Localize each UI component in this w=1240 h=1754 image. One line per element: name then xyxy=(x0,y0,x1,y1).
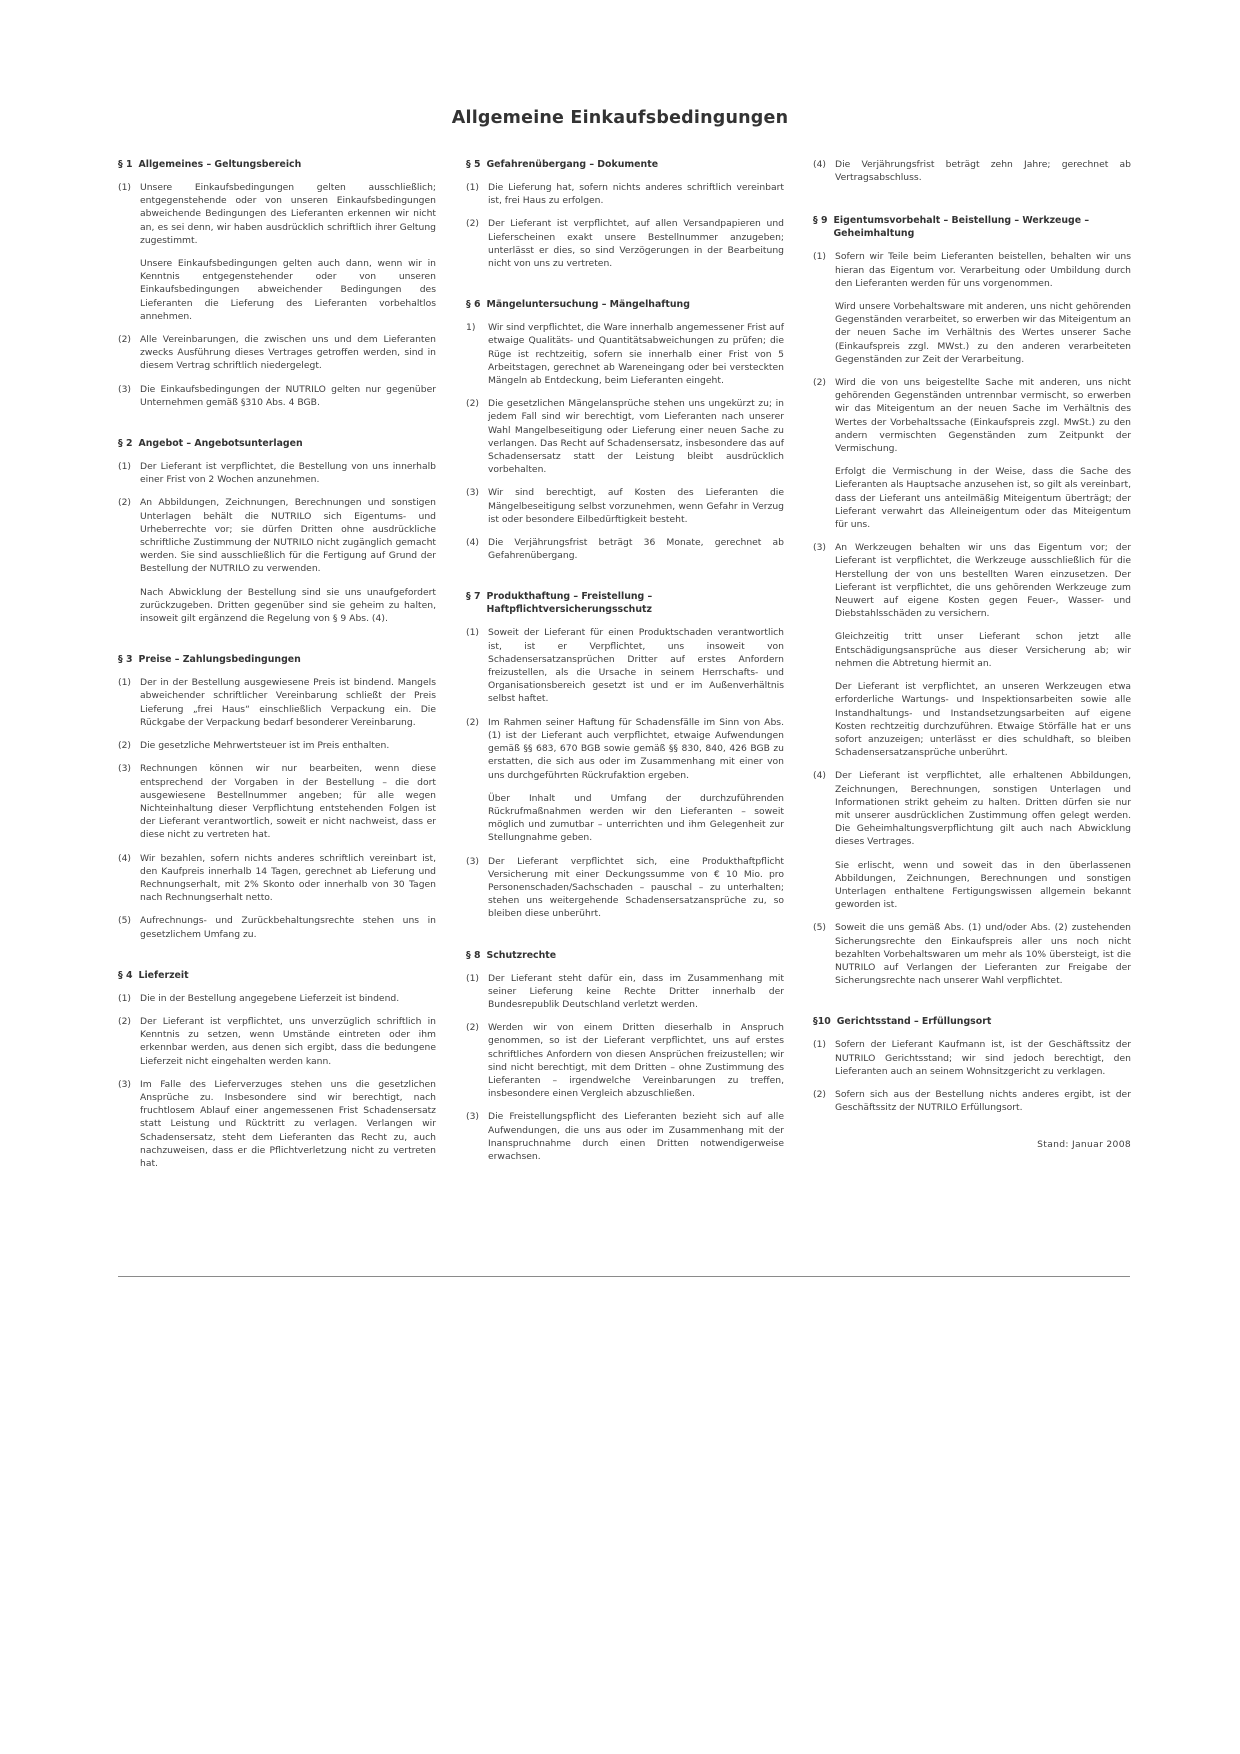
clause-paragraph xyxy=(118,496,436,575)
clause-text: Der Lieferant ist verpflichtet, uns unverzüglich schriftlich in Kenntnis zu setzen, wenn Umstände eintreten oder ihm erkennbar werden, aus denen sich ergibt, dass die bedungene Lieferzeit nicht eingehalten werden kann. xyxy=(140,1015,436,1067)
clause-number: (1) xyxy=(466,627,480,639)
clause-text: Im Rahmen seiner Haftung für Schadensfälle im Sinn von Abs. (1) ist der Lieferant auch verpflichtet, etwaige Aufwendungen gemäß §§ 683, 670 BGB sowie gemäß §§ 830, 840, 426 BGB zu erstatten, die sich aus oder im Zusammenhang mit einer von uns durchgeführten Rückrufaktion ergeben. xyxy=(488,716,784,781)
footer-divider xyxy=(118,1276,1130,1277)
column-1 xyxy=(118,158,436,1198)
clause-paragraph xyxy=(813,769,1131,848)
section-heading xyxy=(466,298,784,311)
clause-number: (2) xyxy=(466,716,480,728)
clause-text: Wird die von uns beigestellte Sache mit anderen, uns nicht gehörenden Gegenständen untrennbar vermischt, so erwerben wir das Miteigentum an der neuen Sache im Verhältnis des Wertes der Vorbehaltssache (Einkaufspreis zzgl. MwSt.) zu den andern vermischten Gegenständen zum Zeitpunkt der Vermischung. xyxy=(835,377,1131,455)
clause-number: (4) xyxy=(118,852,132,864)
clause-paragraph xyxy=(466,486,784,526)
section xyxy=(813,158,1131,184)
clause-paragraph xyxy=(813,630,1131,670)
section-title: Gerichtsstand – Erfüllungsort xyxy=(836,1016,992,1028)
section-title: Mängeluntersuchung – Mängelhaftung xyxy=(486,299,690,311)
clause-number: (3) xyxy=(466,1111,480,1123)
clause-paragraph xyxy=(118,586,436,626)
clause-paragraph xyxy=(118,914,436,940)
clause-text: Sofern der Lieferant Kaufmann ist, ist der Geschäftssitz der NUTRILO Gerichtsstand; wir sind jedoch berechtigt, den Lieferanten auch an seinem Wohnsitzgericht zu verklagen. xyxy=(835,1039,1131,1077)
clause-text: Über Inhalt und Umfang der durchzuführenden Rückrufmaßnahmen werden wir den Lieferanten – soweit möglich und zumutbar – unterrichten und ihm Gelegenheit zur Stellungnahme geben. xyxy=(488,792,784,844)
clause-text: Der Lieferant ist verpflichtet, die Bestellung von uns innerhalb einer Frist von 2 Wochen anzunehmen. xyxy=(140,461,436,486)
clause-text: Wir sind verpflichtet, die Ware innerhalb angemessener Frist auf etwaige Qualitäts- und Quantitätsabweichungen zu prüfen; die Rüge ist rechtzeitig, sofern sie innerhalb einer Frist von 5 Arbeitstagen, gerechnet ab Wareneingang oder bei versteckten Mängeln ab Entdeckung, beim Lieferanten eingeht. xyxy=(488,322,784,387)
section-title: Allgemeines – Geltungsbereich xyxy=(138,159,302,170)
clause-paragraph xyxy=(466,1110,784,1163)
clause-number: (2) xyxy=(813,1088,827,1100)
section-number: § 3 xyxy=(118,654,133,666)
section-number: §10 xyxy=(813,1016,831,1028)
clause-text: Wir sind berechtigt, auf Kosten des Lieferanten die Mängelbeseitigung selbst vorzunehmen, wenn Gefahr in Verzug ist oder besondere Eilbedürftigkeit besteht. xyxy=(488,487,784,525)
section-title: Gefahrenübergang – Dokumente xyxy=(486,159,659,170)
column-2 xyxy=(466,158,784,1191)
clause-number: (4) xyxy=(813,159,827,170)
clause-number: (2) xyxy=(466,1022,480,1034)
clause-number: (3) xyxy=(118,1078,132,1090)
clause-paragraph xyxy=(813,541,1131,620)
clause-number: (3) xyxy=(466,487,480,499)
section xyxy=(466,158,784,270)
clause-paragraph xyxy=(813,921,1131,987)
clause-number: (1) xyxy=(466,182,480,193)
clause-text: Rechnungen können wir nur bearbeiten, wenn diese entsprechend der Vorgaben in der Bestellung – die dort ausgewiesene Bestellnummer angeben; für alle wegen Nichteinhaltung dieser Verpflichtung entstehenden Folgen ist der Lieferant verantwortlich, soweit er nicht nachweist, dass er diese nicht zu vertreten hat. xyxy=(140,763,436,841)
clause-paragraph xyxy=(466,181,784,207)
clause-paragraph xyxy=(118,1078,436,1170)
clause-paragraph xyxy=(813,376,1131,455)
clause-number: (2) xyxy=(118,740,132,752)
clause-text: An Werkzeugen behalten wir uns das Eigentum vor; der Lieferant ist verpflichtet, die Werkzeuge ausschließlich für die Herstellung der von uns bestellten Waren einzusetzen. Der Lieferant ist verpflichtet, die uns gehörenden Werkzeuge zum Neuwert auf eigene Kosten gegen Feuer-, Wasser- und Diebstahlsschäden zu versichern. xyxy=(835,542,1131,620)
clause-text: Gleichzeitig tritt unser Lieferant schon jetzt alle Entschädigungsansprüche aus dieser Versicherung ab; wir nehmen die Abtretung hiermit an. xyxy=(835,631,1131,669)
clause-text: Die in der Bestellung angegebene Lieferzeit ist bindend. xyxy=(140,992,400,1004)
clause-text: Die Verjährungsfrist beträgt zehn Jahre; gerechnet ab Vertragsabschluss. xyxy=(835,159,1131,184)
page-title: Allgemeine Einkaufsbedingungen xyxy=(451,108,789,128)
clause-text: Die Freistellungspflicht des Lieferanten bezieht sich auf alle Aufwendungen, die uns aus oder im Zusammenhang mit der Inanspruchnahme durch einen Dritten notwendigerweise erwachsen. xyxy=(488,1111,784,1162)
clause-number: (2) xyxy=(466,218,480,230)
clause-paragraph xyxy=(813,465,1131,531)
clause-number: (1) xyxy=(118,461,132,473)
clause-number: (1) xyxy=(118,992,132,1004)
section-heading xyxy=(118,969,436,982)
clause-paragraph xyxy=(118,739,436,752)
clause-text: Soweit die uns gemäß Abs. (1) und/oder Abs. (2) zustehenden Sicherungsrechte den Einkaufspreis aller uns noch nicht bezahlten Vorbehaltswaren um mehr als 10% übersteigt, ist die NUTRILO auf Verlangen der Lieferanten zur Freigabe der Sicherungsrechte nach unserer Wahl verpflichtet. xyxy=(835,922,1131,987)
clause-number: (2) xyxy=(813,377,827,389)
section xyxy=(813,1015,1131,1114)
clause-paragraph xyxy=(466,397,784,476)
clause-number: (1) xyxy=(813,1039,827,1051)
section-heading xyxy=(118,158,436,171)
clause-number: (4) xyxy=(813,770,827,782)
revision-date: Stand: Januar 2008 xyxy=(1037,1139,1131,1151)
clause-paragraph xyxy=(813,300,1131,366)
clause-paragraph xyxy=(813,250,1131,290)
section-heading xyxy=(466,949,784,962)
clause-number: (2) xyxy=(118,1015,132,1027)
clause-text: Der Lieferant ist verpflichtet, alle erhaltenen Abbildungen, Zeichnungen, Berechnungen, sonstigen Unterlagen und Informationen strikt geheim zu halten. Dritten dürfen sie nur mit unserer ausdrücklichen Zustimmung offen gelegt werden. Die Geheimhaltungsverpflichtung gilt auch nach Abwicklung dieses Vertrages. xyxy=(835,770,1131,848)
clause-number: (2) xyxy=(118,334,132,346)
section-heading xyxy=(813,214,1131,240)
clause-paragraph xyxy=(466,626,784,705)
clause-number: (3) xyxy=(118,383,132,395)
clause-text: Unsere Einkaufsbedingungen gelten ausschließlich; entgegenstehende oder von unseren Einkaufsbedingungen abweichende Bedingungen des Lieferanten erkennen wir nicht an, es sei denn, wir haben ausdrücklich schriftlich ihrer Geltung zugestimmt. xyxy=(140,182,436,246)
clause-paragraph xyxy=(813,859,1131,912)
clause-text: Die Verjährungsfrist beträgt 36 Monate, gerechnet ab Gefahrenübergang. xyxy=(488,537,784,562)
clause-number: (2) xyxy=(466,398,480,410)
clause-text: Der Lieferant ist verpflichtet, auf allen Versandpapieren und Lieferscheinen exakt unsere Bestellnummer anzugeben; unterlässt er dies, so sind Verzögerungen in der Bearbeitung nicht von uns zu vertreten. xyxy=(488,218,784,270)
clause-number: (3) xyxy=(813,542,827,554)
section xyxy=(813,214,1131,987)
section-number: § 6 xyxy=(466,299,481,311)
clause-paragraph xyxy=(118,852,436,905)
section-number: § 2 xyxy=(118,438,133,450)
section-title: Schutzrechte xyxy=(486,949,557,961)
clause-text: Nach Abwicklung der Bestellung sind sie uns unaufgefordert zurückzugeben. Dritten gegenüber sind sie geheim zu halten, insoweit gilt ergänzend die Regelung von § 9 Abs. (4). xyxy=(140,586,436,625)
clause-number: (3) xyxy=(466,855,480,867)
clause-paragraph xyxy=(466,855,784,921)
clause-paragraph xyxy=(466,1021,784,1100)
clause-paragraph xyxy=(118,762,436,841)
clause-text: An Abbildungen, Zeichnungen, Berechnungen und sonstigen Unterlagen behält die NUTRILO sich Eigentums- und Urheberrechte vor; sie dürfen Dritten ohne ausdrückliche schriftliche Zustimmung der NUTRILO nicht zugänglich gemacht werden. Sie sind ausschließlich für die Fertigung auf Grund der Bestellung der NUTRILO zu verwenden. xyxy=(140,497,436,575)
clause-number: (1) xyxy=(118,677,132,689)
section-number: § 5 xyxy=(466,159,481,170)
section-number: § 8 xyxy=(466,949,481,961)
clause-text: Unsere Einkaufsbedingungen gelten auch dann, wenn wir in Kenntnis entgegenstehender oder von unseren Einkaufsbedingungen abweichender Bedingungen des Lieferanten die Lieferung des Lieferanten vorbehaltlos annehmen. xyxy=(140,258,436,322)
clause-text: Sofern sich aus der Bestellung nichts anderes ergibt, ist der Geschäftssitz der NUTRILO Erfüllungsort. xyxy=(835,1088,1131,1114)
clause-number: (1) xyxy=(813,251,827,263)
clause-text: Aufrechnungs- und Zurückbehaltungsrechte stehen uns in gesetzlichem Umfang zu. xyxy=(140,915,436,940)
section-heading xyxy=(118,437,436,450)
section-title: Eigentumsvorbehalt – Beistellung – Werkzeuge – Geheimhaltung xyxy=(833,215,1090,240)
clause-text: Der Lieferant verpflichtet sich, eine Produkthaftpflicht Versicherung mit einer Deckungssumme von € 10 Mio. pro Personenschaden/Sachschaden – pauschal – zu unterhalten; stehen uns weitergehende Schadensersatzansprüche zu, so bleiben diese unberührt. xyxy=(488,855,784,920)
section-title: Produkthaftung – Freistellung – Haftpflichtversicherungsschutz xyxy=(486,591,653,616)
clause-number: 1) xyxy=(466,322,476,334)
section-title: Lieferzeit xyxy=(138,969,189,981)
clause-text: Wir bezahlen, sofern nichts anderes schriftlich vereinbart ist, den Kaufpreis innerhalb 14 Tagen, gerechnet ab Lieferung und Rechnungserhalt, mit 2% Skonto oder innerhalb von 30 Tagen nach Rechnungserhalt netto. xyxy=(140,852,436,904)
section xyxy=(466,298,784,562)
clause-paragraph xyxy=(813,680,1131,759)
clause-paragraph xyxy=(466,536,784,562)
clause-text: Die gesetzlichen Mängelansprüche stehen uns ungekürzt zu; in jedem Fall sind wir berechtigt, vom Lieferanten nach unserer Wahl Mangelbeseitigung oder Lieferung einer neuen Sache zu verlangen. Das Recht auf Schadensersatz, insbesondere das auf Schadensersatz statt der Leistung bleibt ausdrücklich vorbehalten. xyxy=(488,398,784,476)
clause-text: Alle Vereinbarungen, die zwischen uns und dem Lieferanten zwecks Ausführung dieses Vertrages getroffen werden, sind in diesem Vertrag schriftlich niedergelegt. xyxy=(140,334,436,372)
clause-paragraph xyxy=(118,1015,436,1068)
clause-number: (5) xyxy=(813,922,827,934)
clause-paragraph xyxy=(118,333,436,373)
clause-paragraph xyxy=(813,1038,1131,1078)
clause-number: (4) xyxy=(466,537,480,549)
clause-paragraph xyxy=(466,972,784,1012)
clause-paragraph xyxy=(118,181,436,247)
section xyxy=(466,949,784,1164)
clause-paragraph xyxy=(813,1088,1131,1114)
section xyxy=(118,158,436,409)
section-number: § 1 xyxy=(118,159,133,170)
clause-paragraph xyxy=(466,716,784,782)
clause-text: Der Lieferant steht dafür ein, dass im Zusammenhang mit seiner Lieferung keine Rechte Dritter innerhalb der Bundesrepublik Deutschland verletzt werden. xyxy=(488,972,784,1010)
section xyxy=(118,653,436,940)
clause-number: (3) xyxy=(118,763,132,775)
clause-text: Werden wir von einem Dritten dieserhalb in Anspruch genommen, so ist der Lieferant verpflichtet, uns auf erstes schriftliches Anfordern von diesen Ansprüchen freizustellen; wir sind nicht berechtigt, mit dem Dritten – ohne Zustimmung des Lieferanten – irgendwelche Vereinbarungen zu treffen, insbesondere einen Vergleich abzuschließen. xyxy=(488,1022,784,1100)
column-3 xyxy=(813,158,1131,1151)
clause-text: Wird unsere Vorbehaltsware mit anderen, uns nicht gehörenden Gegenständen verarbeitet, so erwerben wir das Miteigentum an der neuen Sache im Verhältnis des Wertes unserer Sache (Einkaufspreis zzgl. MWst.) zu den anderen verarbeiteten Gegenständen zur Zeit der Verarbeitung. xyxy=(835,301,1131,365)
clause-paragraph xyxy=(813,158,1131,184)
clause-paragraph xyxy=(118,257,436,323)
clause-paragraph xyxy=(118,992,436,1005)
clause-text: Im Falle des Lieferverzuges stehen uns die gesetzlichen Ansprüche zu. Insbesondere sind wir berechtigt, nach fruchtlosem Ablauf einer angemessenen Frist Schadensersatz statt Leistung und Rücktritt zu verlagen. Verlangen wir Schadensersatz, steht dem Lieferanten das Recht zu, auch nachzuweisen, dass er die Pflichtverletzung nicht zu vertreten hat. xyxy=(140,1078,436,1169)
clause-paragraph xyxy=(466,792,784,845)
section xyxy=(118,437,436,625)
clause-text: Die gesetzliche Mehrwertsteuer ist im Preis enthalten. xyxy=(140,740,390,752)
section-heading xyxy=(813,1015,1131,1028)
clause-text: Die Einkaufsbedingungen der NUTRILO gelten nur gegenüber Unternehmen gemäß §310 Abs. 4 BGB. xyxy=(140,383,436,408)
clause-paragraph xyxy=(466,217,784,270)
section-number: § 7 xyxy=(466,591,481,603)
section xyxy=(118,969,436,1170)
section-number: § 9 xyxy=(813,215,828,227)
clause-text: Sofern wir Teile beim Lieferanten beistellen, behalten wir uns hieran das Eigentum vor. Verarbeitung oder Umbildung durch den Lieferanten werden für uns vorgenommen. xyxy=(835,251,1131,289)
clause-text: Sie erlischt, wenn und soweit das in den überlassenen Abbildungen, Zeichnungen, Berechnungen und sonstigen Unterlagen enthaltene Fertigungswissen allgemein bekannt geworden ist. xyxy=(835,859,1131,911)
clause-text: Der Lieferant ist verpflichtet, an unseren Werkzeugen etwa erforderliche Wartungs- und Inspektionsarbeiten sowie alle Instandhaltungs- und Instandsetzungsarbeiten auf eigene Kosten rechtzeitig durchzuführen. Etwaige Störfälle hat er uns sofort anzuzeigen; unterlässt er dies schuldhaft, so bleiben Schadensersatzansprüche unberührt. xyxy=(835,681,1131,759)
clause-paragraph xyxy=(118,383,436,409)
section-number: § 4 xyxy=(118,969,133,981)
clause-number: (1) xyxy=(118,182,132,193)
section-heading xyxy=(466,590,784,616)
clause-text: Der in der Bestellung ausgewiesene Preis ist bindend. Mangels abweichender schriftlicher Vereinbarung schließt der Preis Lieferung „frei Haus“ einschließlich Verpackung ein. Die Rückgabe der Verpackung bedarf besonderer Vereinbarung. xyxy=(140,677,436,728)
section xyxy=(466,590,784,920)
clause-number: (5) xyxy=(118,915,132,927)
clause-paragraph xyxy=(466,321,784,387)
clause-number: (2) xyxy=(118,497,132,509)
section-title: Preise – Zahlungsbedingungen xyxy=(138,654,301,666)
section-heading xyxy=(118,653,436,666)
section-title: Angebot – Angebotsunterlagen xyxy=(138,438,303,450)
clause-number: (1) xyxy=(466,972,480,984)
clause-paragraph xyxy=(118,676,436,729)
section-heading xyxy=(466,158,784,171)
clause-text: Soweit der Lieferant für einen Produktschaden verantwortlich ist, ist er Verpflichtet, uns insoweit von Schadensersatzansprüchen Dritter auf erstes Anfordern freizustellen, als die Ursache in seinem Herrschafts- und Organisationsbereich gesetzt ist und er im Außenverhältnis selbst haftet. xyxy=(488,627,784,705)
clause-text: Die Lieferung hat, sofern nichts anderes schriftlich vereinbart ist, frei Haus zu erfolgen. xyxy=(488,182,784,207)
clause-text: Erfolgt die Vermischung in der Weise, dass die Sache des Lieferanten als Hauptsache anzusehen ist, so gilt als vereinbart, dass der Lieferant uns anteilmäßig Miteigentum überträgt; der Lieferant verwahrt das Alleineigentum oder das Miteigentum für uns. xyxy=(835,466,1131,531)
clause-paragraph xyxy=(118,460,436,486)
